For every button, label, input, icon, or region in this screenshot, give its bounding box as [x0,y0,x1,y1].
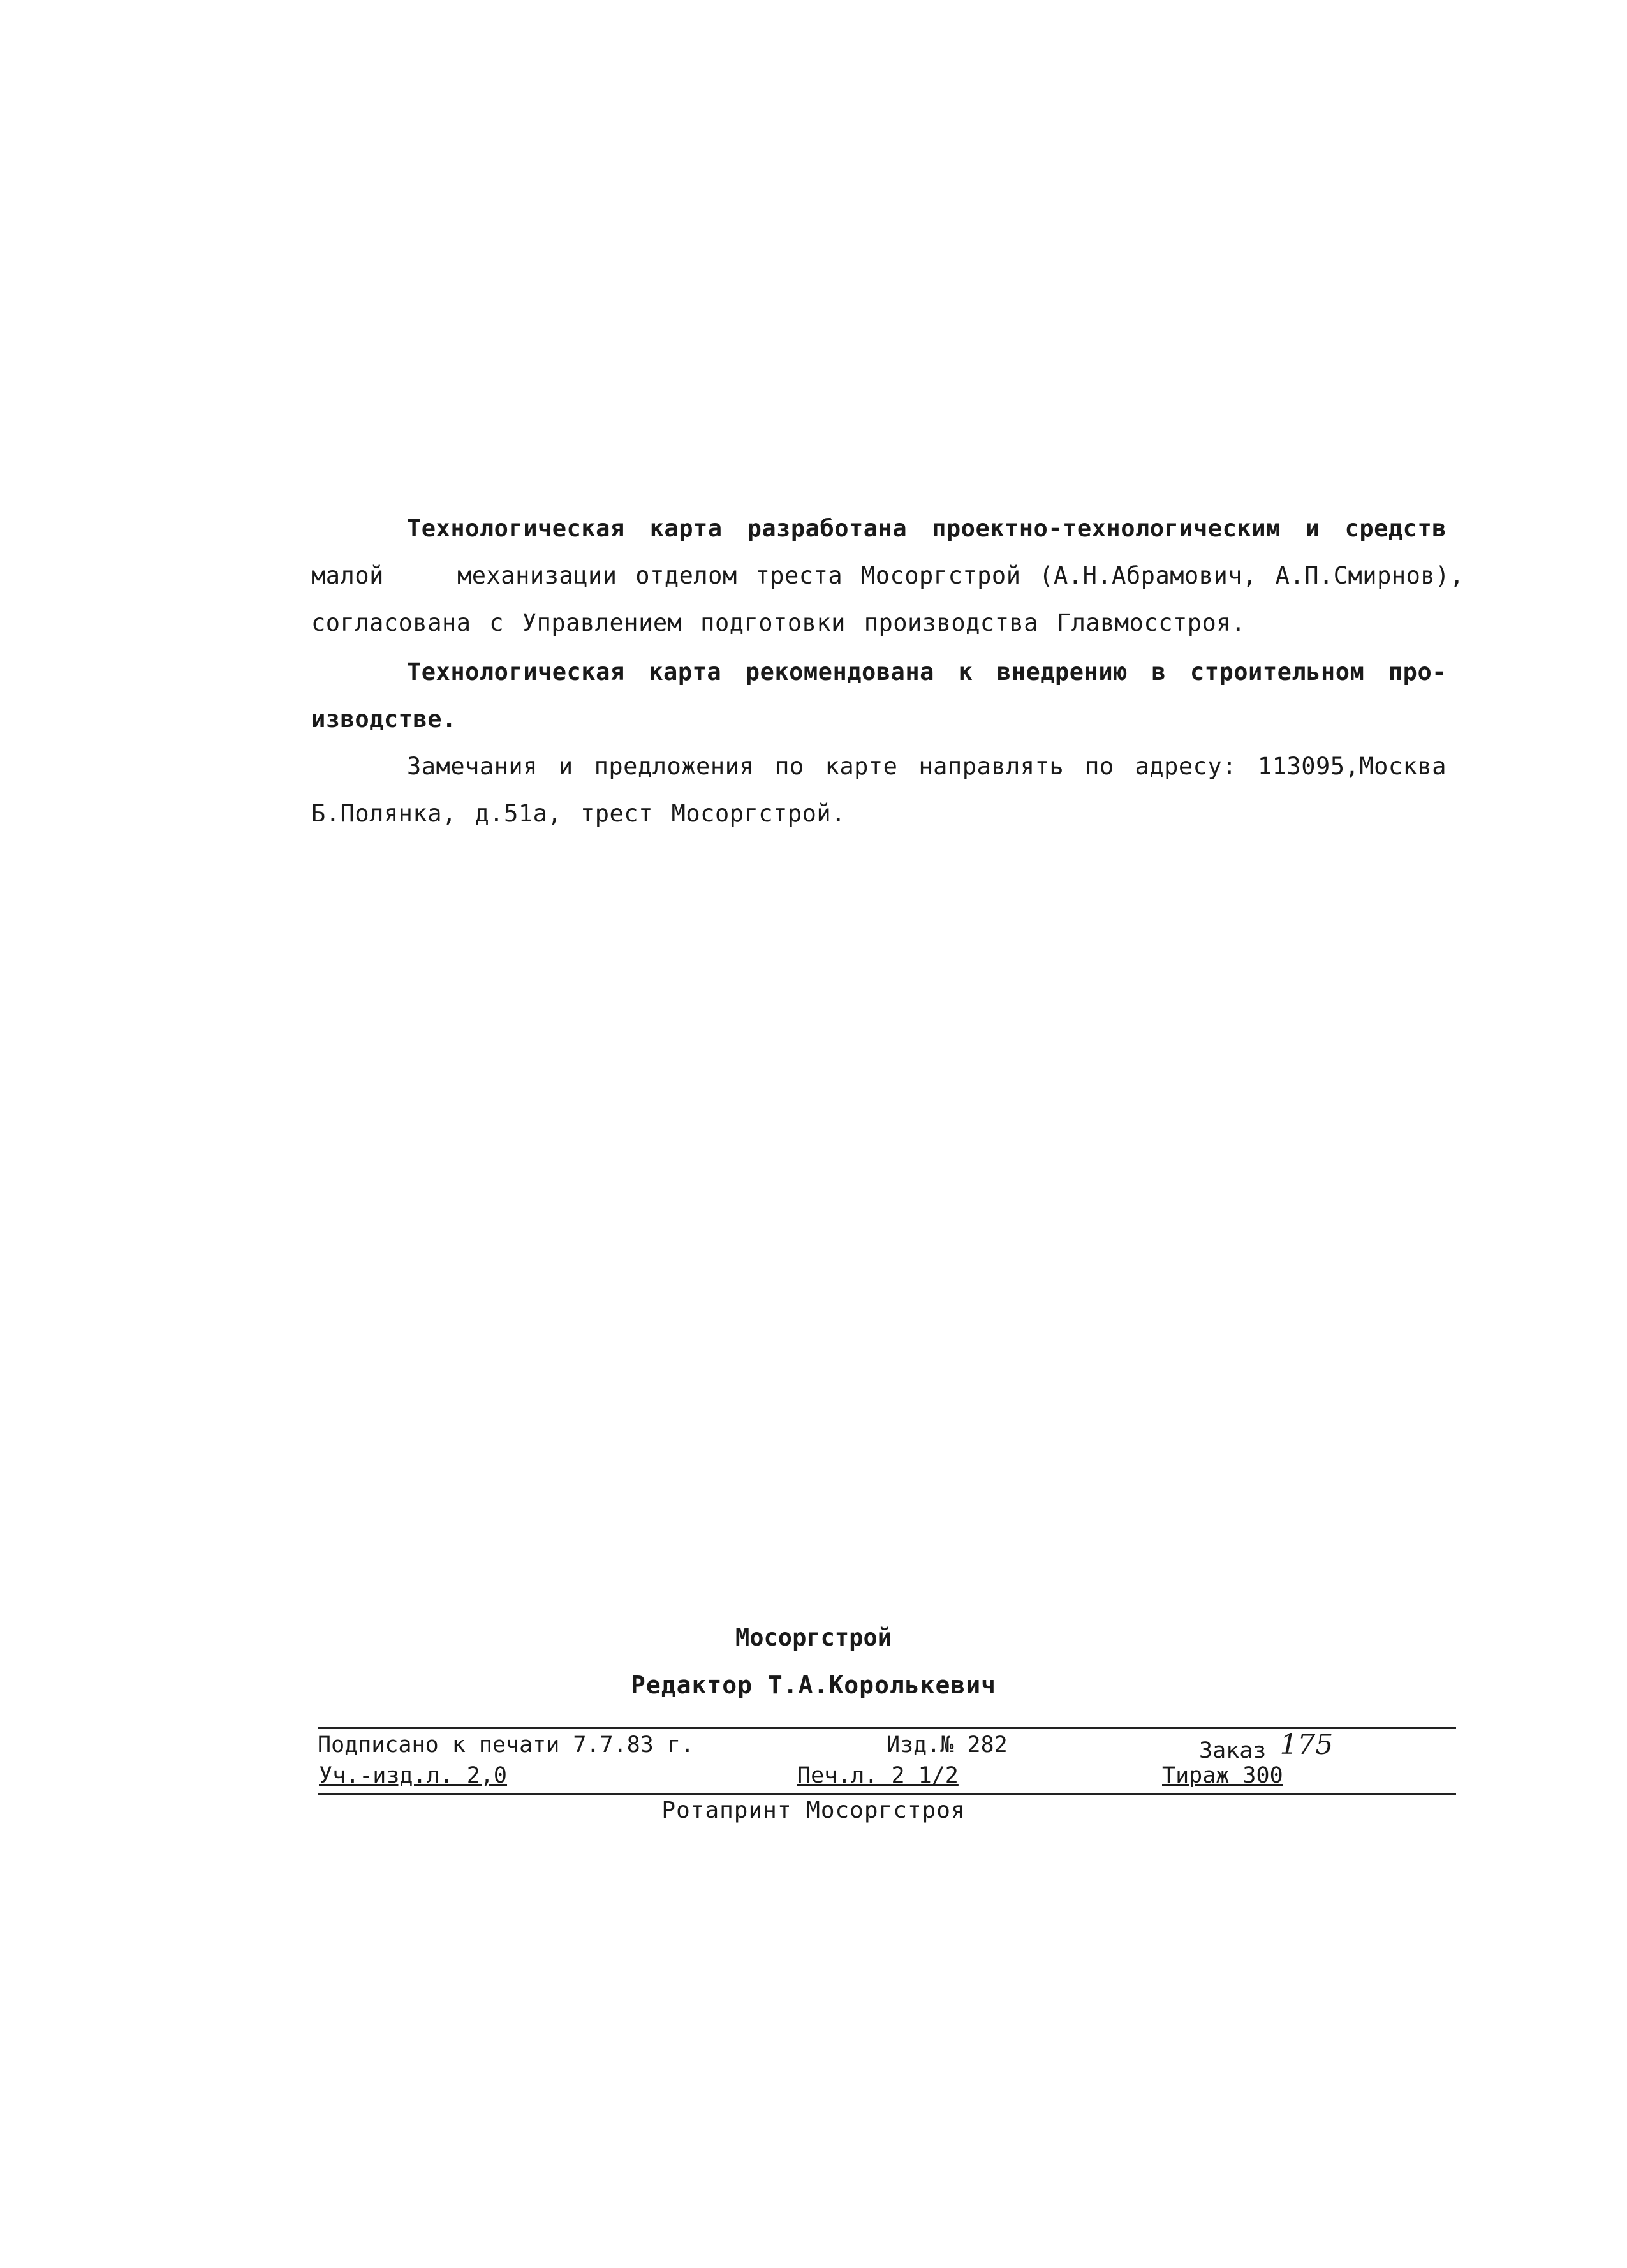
paragraph-line: Технологическая карта рекомендована к внедрению в строительном про- [407,658,1447,686]
paragraph-contact-address [311,743,1447,837]
paragraph-line: согласована с Управлением подготовки производства Главмосстроя. [311,609,1246,637]
imprint-print-sheets: Печ.л. 2 1/2 [797,1763,959,1788]
imprint-order-value: 175 [1279,1728,1334,1761]
paragraph-line: Технологическая карта разработана проектно-технологическим и средств [407,515,1447,542]
paragraph-developer-info [311,505,1464,647]
paragraph-line: малой механизации отделом треста Мосоргстрой (А.Н.Абрамович, А.П.Смирнов), [311,562,1464,589]
imprint-edition-number: Изд.№ 282 [887,1732,1008,1758]
paragraph-line: Замечания и предложения по карте направлять по адресу: 113095,Москва [407,753,1447,780]
imprint-printer: Ротапринт Мосоргстроя [661,1797,966,1823]
imprint-order [1199,1728,1334,1765]
imprint-circulation: Тираж 300 [1162,1763,1283,1788]
imprint-editor: Редактор Т.А.Королькевич [630,1671,997,1699]
imprint-bottom-rule [318,1793,1456,1795]
imprint-academic-sheets: Уч.-изд.л. 2,0 [319,1763,508,1788]
paragraph-line: изводстве. [311,705,457,733]
imprint-signed-date: Подписано к печати 7.7.83 г. [318,1732,695,1758]
imprint-order-label: Заказ [1199,1738,1267,1764]
paragraph-recommendation [311,649,1447,743]
paragraph-line: Б.Полянка, д.51а, трест Мосоргстрой. [311,800,846,827]
imprint-organization: Мосоргстрой [735,1624,892,1651]
